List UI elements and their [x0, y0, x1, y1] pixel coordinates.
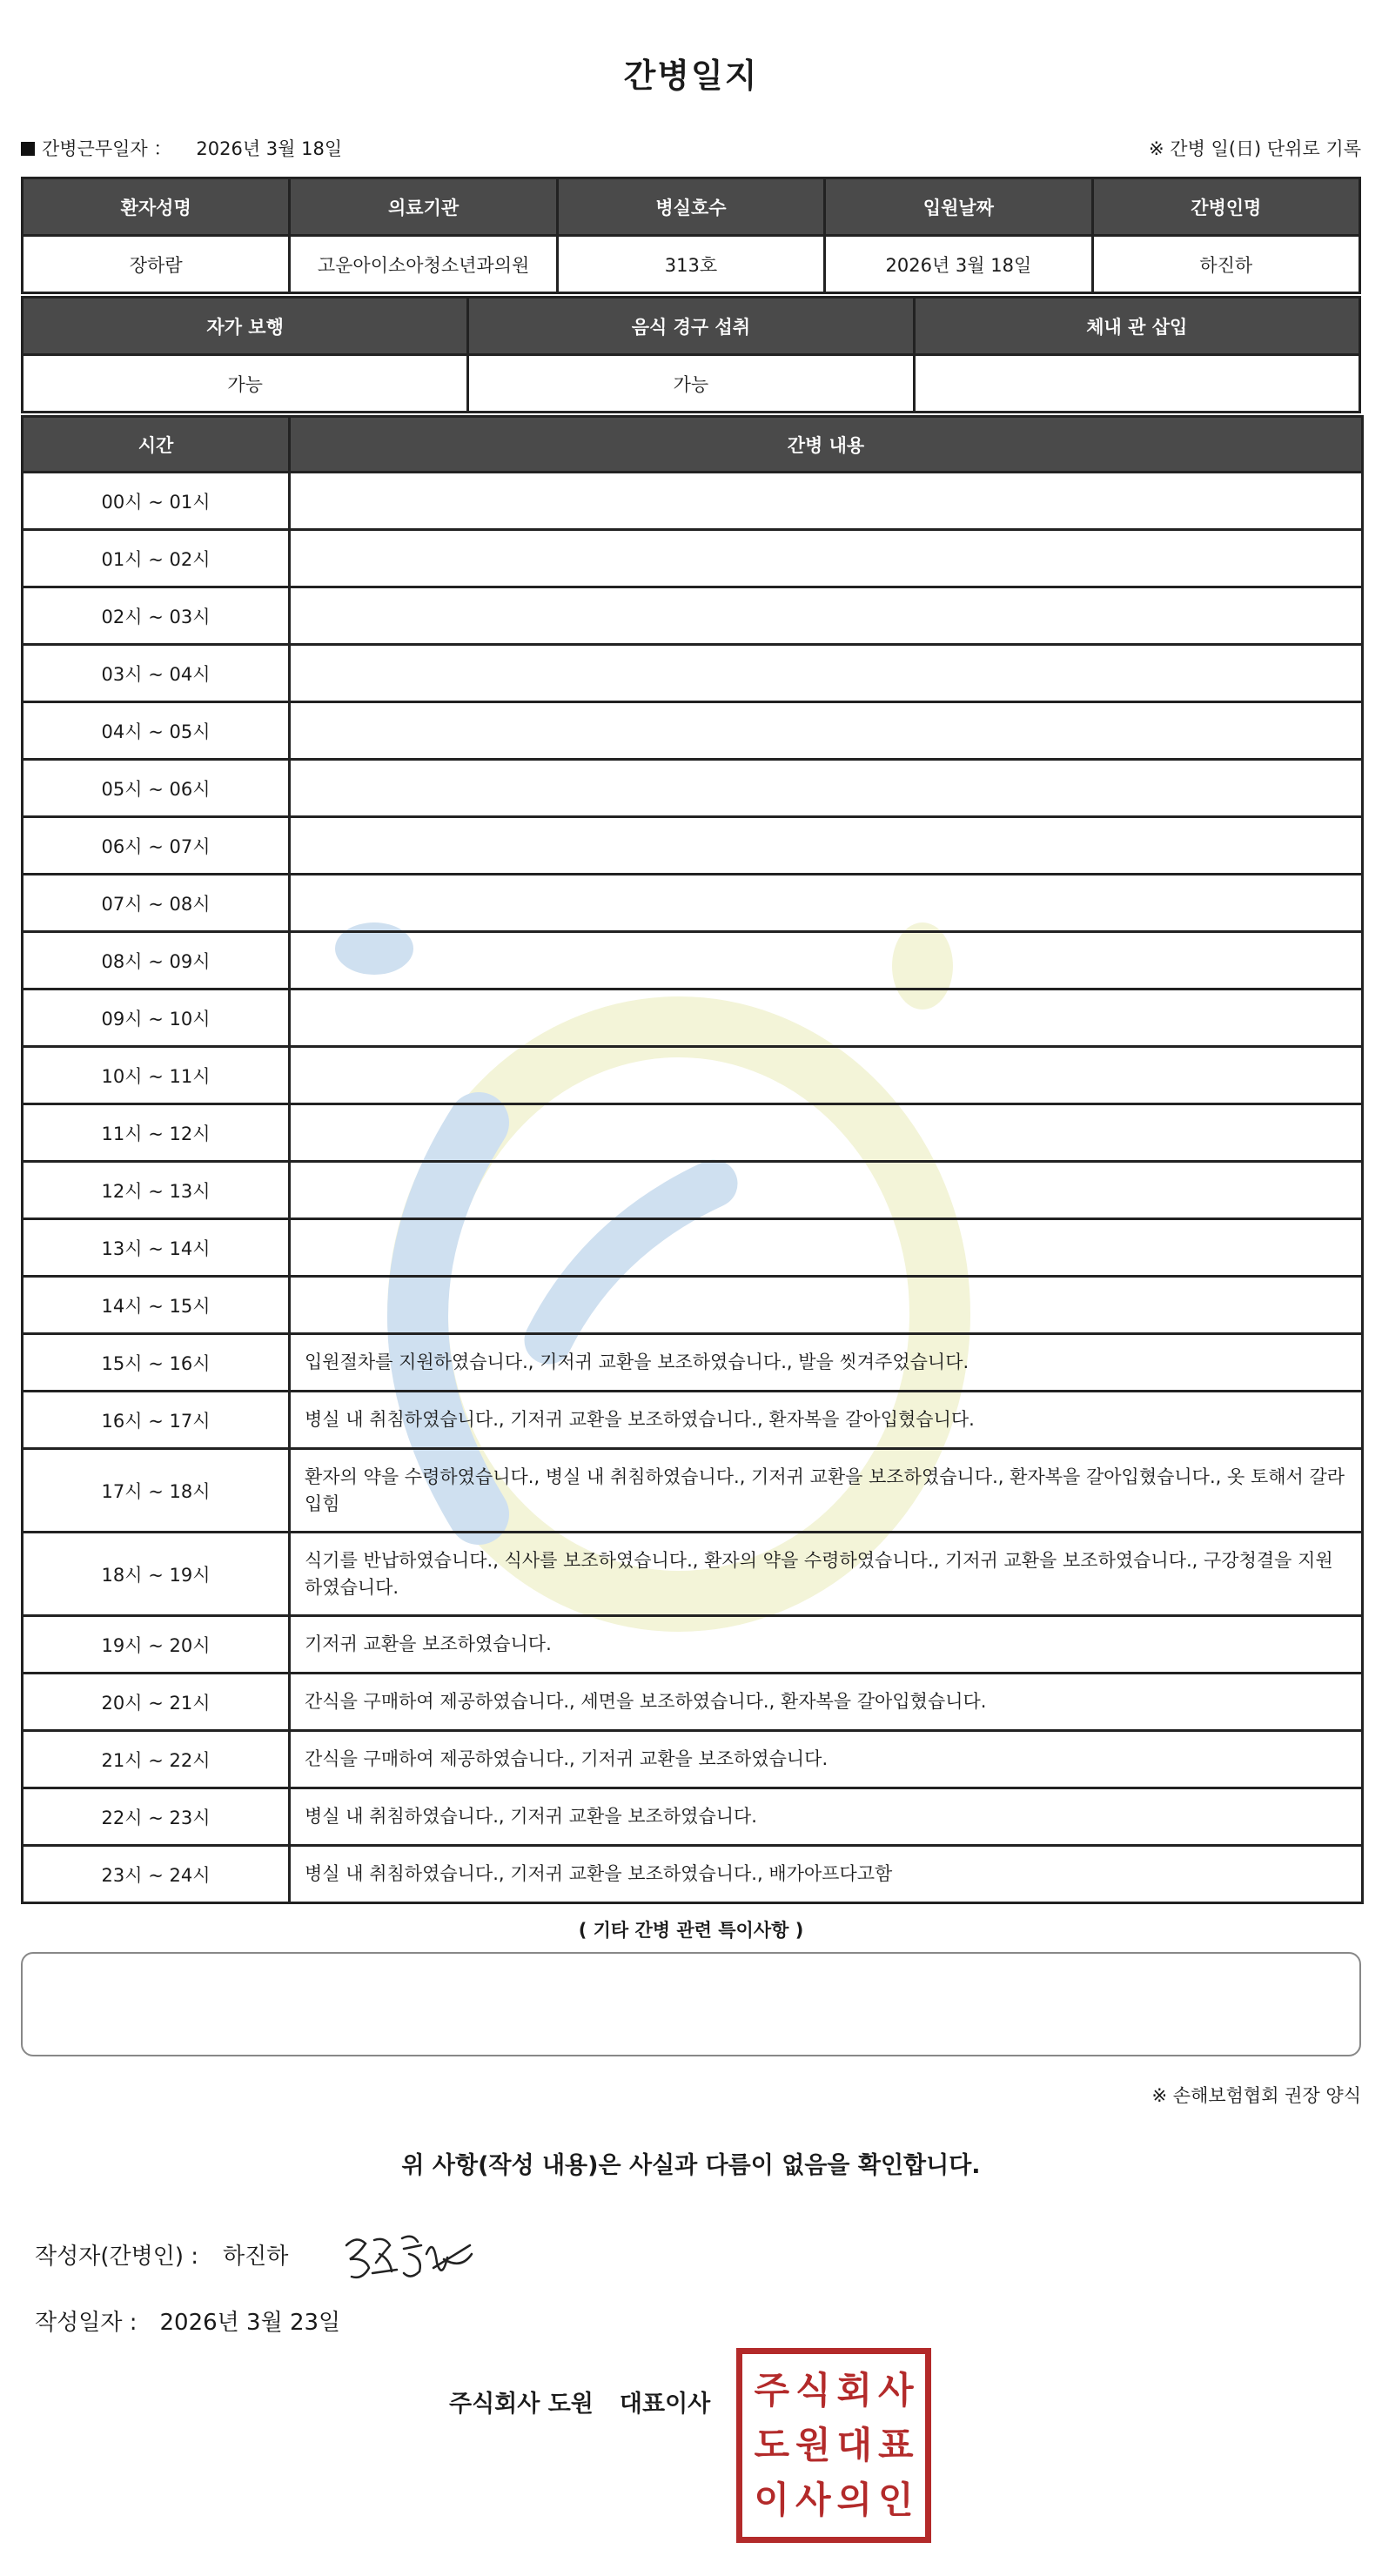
seal-character: 인: [877, 2479, 914, 2522]
seal-character: 이: [754, 2479, 790, 2522]
remarks-box: [21, 1952, 1361, 2056]
seal-character: 의: [836, 2479, 873, 2522]
table-row: [23, 1731, 1363, 1788]
time-slot: 19시 ~ 20시: [23, 1616, 290, 1674]
table-row: [23, 587, 1363, 645]
time-slot: 22시 ~ 23시: [23, 1788, 290, 1846]
hospital-name: 고운아이소아청소년과의원: [290, 236, 557, 293]
time-slot: 02시 ~ 03시: [23, 587, 290, 645]
care-content: [290, 1219, 1363, 1277]
company-name: 주식회사 도원: [449, 2391, 594, 2418]
care-content: 병실 내 취침하였습니다., 기저귀 교환을 보조하였습니다., 환자복을 갈아입혔습니다.: [290, 1392, 1363, 1449]
self-walking-value: 가능: [23, 355, 468, 413]
work-date-row: [21, 135, 1361, 163]
seal-character: 회: [836, 2368, 873, 2412]
care-content: 간식을 구매하여 제공하였습니다., 세면을 보조하였습니다., 환자복을 갈아입혔습니다.: [290, 1674, 1363, 1731]
table-row: [23, 1277, 1363, 1334]
table-row: [23, 1846, 1363, 1903]
header-self-walking: 자가 보행: [23, 298, 468, 355]
seal-character: 도: [754, 2423, 790, 2466]
care-content: 병실 내 취침하였습니다., 기저귀 교환을 보조하였습니다., 배가아프다고함: [290, 1846, 1363, 1903]
time-slot: 14시 ~ 15시: [23, 1277, 290, 1334]
care-content: 식기를 반납하였습니다., 식사를 보조하였습니다., 환자의 약을 수령하였습니다., 기저귀 교환을 보조하였습니다., 구강청결을 지원하였습니다.: [290, 1533, 1363, 1616]
care-content: [290, 760, 1363, 817]
table-row: [23, 645, 1363, 702]
square-bullet-icon: [21, 142, 35, 156]
time-slot: 07시 ~ 08시: [23, 875, 290, 932]
room-number: 313호: [557, 236, 824, 293]
oral-intake-value: 가능: [468, 355, 914, 413]
care-log-table: [21, 415, 1364, 1904]
table-row: [23, 1449, 1363, 1533]
seal-character: 주: [754, 2368, 790, 2412]
care-content: 입원절차를 지원하였습니다., 기저귀 교환을 보조하였습니다., 발을 씻겨주었습니다.: [290, 1334, 1363, 1392]
time-slot: 01시 ~ 02시: [23, 530, 290, 587]
table-row: [23, 1334, 1363, 1392]
daily-record-note: ※ 간병 일(日) 단위로 기록: [1149, 138, 1361, 159]
patient-status-table: [21, 296, 1361, 413]
table-row: [23, 1162, 1363, 1219]
admission-date: 2026년 3월 18일: [825, 236, 1092, 293]
care-content: [290, 702, 1363, 760]
table-row: [23, 1674, 1363, 1731]
table-row: [23, 932, 1363, 989]
written-date-line: [35, 2304, 340, 2337]
time-slot: 15시 ~ 16시: [23, 1334, 290, 1392]
header-hospital: 의료기관: [290, 178, 557, 236]
time-slot: 23시 ~ 24시: [23, 1846, 290, 1903]
time-slot: 12시 ~ 13시: [23, 1162, 290, 1219]
table-row: [23, 989, 1363, 1047]
seal-character: 대: [836, 2423, 873, 2466]
time-slot: 08시 ~ 09시: [23, 932, 290, 989]
work-date-label: 간병근무일자 ：: [42, 138, 172, 159]
work-date-value: 2026년 3월 18일: [196, 138, 343, 159]
table-row: [23, 760, 1363, 817]
care-content: [290, 989, 1363, 1047]
seal-character: 사: [877, 2368, 914, 2412]
table-row: [23, 702, 1363, 760]
caregiver-name: 하진하: [1092, 236, 1359, 293]
care-content: [290, 932, 1363, 989]
patient-name: 장하람: [23, 236, 290, 293]
time-slot: 09시 ~ 10시: [23, 989, 290, 1047]
care-content: [290, 875, 1363, 932]
header-patient-name: 환자성명: [23, 178, 290, 236]
time-slot: 16시 ~ 17시: [23, 1392, 290, 1449]
table-row: [23, 1788, 1363, 1846]
company-role: 대표이사: [619, 2391, 711, 2418]
tube-insertion-value: [914, 355, 1359, 413]
table-row: [23, 1616, 1363, 1674]
table-row: [23, 1047, 1363, 1104]
care-content: [290, 1047, 1363, 1104]
time-slot: 21시 ~ 22시: [23, 1731, 290, 1788]
care-content: [290, 1162, 1363, 1219]
patient-info-table: [21, 177, 1361, 294]
care-content: [290, 1277, 1363, 1334]
recommended-form-note: ※ 손해보험협회 권장 양식: [1151, 2085, 1361, 2106]
care-content: [290, 530, 1363, 587]
care-content: [290, 473, 1363, 530]
remarks-label: ( 기타 간병 관련 특이사항 ): [578, 1920, 804, 1941]
time-slot: 18시 ~ 19시: [23, 1533, 290, 1616]
time-slot: 03시 ~ 04시: [23, 645, 290, 702]
confirmation-statement: 위 사항(작성 내용)은 사실과 다름이 없음을 확인합니다.: [401, 2152, 981, 2179]
table-row: [23, 1533, 1363, 1616]
care-content: [290, 645, 1363, 702]
company-seal-stamp: [736, 2348, 931, 2543]
time-slot: 06시 ~ 07시: [23, 817, 290, 875]
page-title: 간병일지: [623, 57, 759, 95]
time-slot: 04시 ~ 05시: [23, 702, 290, 760]
table-row: [23, 1104, 1363, 1162]
time-slot: 10시 ~ 11시: [23, 1047, 290, 1104]
table-row: [23, 473, 1363, 530]
seal-character: 표: [877, 2423, 914, 2466]
writer-line: [35, 2238, 288, 2271]
header-caregiver-name: 간병인명: [1092, 178, 1359, 236]
handwritten-signature: [339, 2219, 479, 2298]
care-content: 간식을 구매하여 제공하였습니다., 기저귀 교환을 보조하였습니다.: [290, 1731, 1363, 1788]
time-slot: 00시 ~ 01시: [23, 473, 290, 530]
care-content: 병실 내 취침하였습니다., 기저귀 교환을 보조하였습니다.: [290, 1788, 1363, 1846]
header-tube-insertion: 체내 관 삽입: [914, 298, 1359, 355]
care-content: [290, 817, 1363, 875]
header-oral-intake: 음식 경구 섭취: [468, 298, 914, 355]
care-content: 기저귀 교환을 보조하였습니다.: [290, 1616, 1363, 1674]
writer-name: 하진하: [223, 2244, 289, 2270]
writer-label: 작성자(간병인) :: [35, 2244, 199, 2270]
header-admission-date: 입원날짜: [825, 178, 1092, 236]
time-slot: 11시 ~ 12시: [23, 1104, 290, 1162]
time-slot: 13시 ~ 14시: [23, 1219, 290, 1277]
care-content: [290, 1104, 1363, 1162]
table-row: [23, 1219, 1363, 1277]
seal-character: 원: [795, 2423, 831, 2466]
table-row: [23, 817, 1363, 875]
time-slot: 05시 ~ 06시: [23, 760, 290, 817]
time-slot: 20시 ~ 21시: [23, 1674, 290, 1731]
table-row: [23, 530, 1363, 587]
care-content: 환자의 약을 수령하였습니다., 병실 내 취침하였습니다., 기저귀 교환을 보조하였습니다., 환자복을 갈아입혔습니다., 옷 토해서 갈라입힘: [290, 1449, 1363, 1533]
header-care-content: 간병 내용: [290, 417, 1363, 473]
seal-character: 사: [795, 2479, 831, 2522]
header-time: 시간: [23, 417, 290, 473]
written-date-value: 2026년 3월 23일: [159, 2310, 341, 2336]
seal-character: 식: [795, 2368, 831, 2412]
care-content: [290, 587, 1363, 645]
care-log-rows: [23, 473, 1363, 1903]
company-signoff: [449, 2385, 710, 2418]
written-date-label: 작성일자 :: [35, 2310, 138, 2336]
time-slot: 17시 ~ 18시: [23, 1449, 290, 1533]
header-room: 병실호수: [557, 178, 824, 236]
table-row: [23, 875, 1363, 932]
table-row: [23, 1392, 1363, 1449]
